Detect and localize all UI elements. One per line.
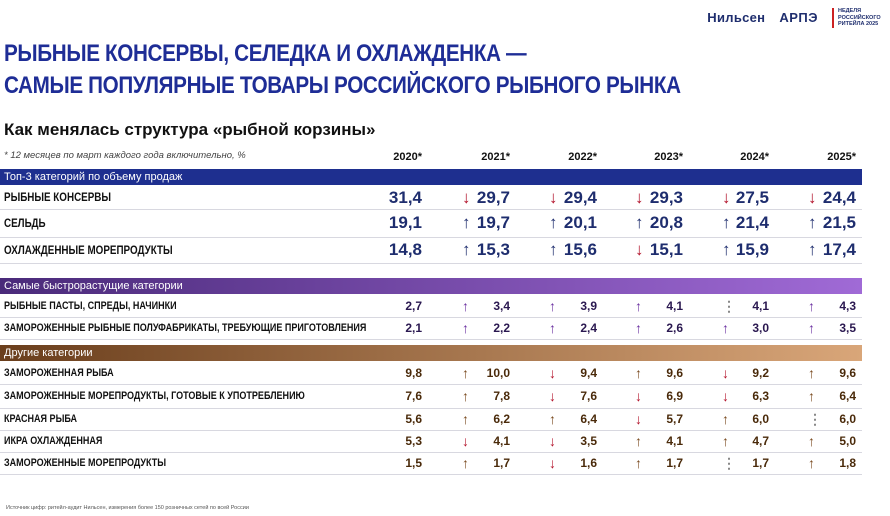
trend-up-icon: ↑ xyxy=(549,213,558,232)
trend-down-icon: ↓ xyxy=(549,433,556,449)
row-label: РЫБНЫЕ КОНСЕРВЫ xyxy=(4,190,112,204)
trend-up-icon: ↑ xyxy=(722,433,729,449)
row-label: ЗАМОРОЖЕННЫЕ МОРЕПРОДУКТЫ, ГОТОВЫЕ К УПОТРЕБЛЕНИЮ xyxy=(4,390,305,402)
trend-up-icon: ↑ xyxy=(808,213,817,232)
value-cell: 29,4 xyxy=(563,188,597,207)
row-label: ОХЛАЖДЕННЫЕ МОРЕПРОДУКТЫ xyxy=(4,243,173,257)
table-row xyxy=(0,317,862,340)
row-label: РЫБНЫЕ ПАСТЫ, СПРЕДЫ, НАЧИНКИ xyxy=(4,300,177,312)
value-cell: 19,1 xyxy=(388,213,422,232)
trend-up-icon: ↑ xyxy=(462,411,469,427)
value-cell: 9,4 xyxy=(580,366,597,380)
trend-down-icon: ↓ xyxy=(722,188,731,207)
value-cell: 4,1 xyxy=(666,299,683,313)
trend-up-icon: ↑ xyxy=(462,365,469,381)
value-cell: 21,4 xyxy=(735,213,769,232)
value-cell: 5,3 xyxy=(405,434,422,448)
trend-flat-icon: ⋮ xyxy=(722,455,736,471)
trend-down-icon: ↓ xyxy=(549,388,556,404)
row-label: ЗАМОРОЖЕННЫЕ РЫБНЫЕ ПОЛУФАБРИКАТЫ, ТРЕБУЮЩИЕ ПРИГОТОВЛЕНИЯ xyxy=(4,322,367,334)
column-header-3: 2022* xyxy=(568,151,597,163)
value-cell: 24,4 xyxy=(822,188,856,207)
group-band: Другие категории xyxy=(0,345,862,361)
value-cell: 6,4 xyxy=(580,412,597,426)
value-cell: 2,4 xyxy=(580,321,597,335)
value-cell: 6,9 xyxy=(666,389,683,403)
trend-down-icon: ↓ xyxy=(808,188,817,207)
value-cell: 17,4 xyxy=(822,240,856,259)
row-label: СЕЛЬДЬ xyxy=(4,216,46,230)
trend-up-icon: ↑ xyxy=(808,365,815,381)
value-cell: 5,6 xyxy=(405,412,422,426)
value-cell: 1,7 xyxy=(666,456,683,470)
value-cell: 14,8 xyxy=(388,240,422,259)
value-cell: 19,7 xyxy=(476,213,510,232)
trend-up-icon: ↑ xyxy=(462,455,469,471)
table-row xyxy=(0,408,862,431)
value-cell: 9,8 xyxy=(405,366,422,380)
title-line-2: САМЫЕ ПОПУЛЯРНЫЕ ТОВАРЫ РОССИЙСКОГО РЫБНОГО РЫНКА xyxy=(4,72,681,99)
period-note: * 12 месяцев по март каждого года включительно, % xyxy=(4,150,246,161)
value-cell: 15,9 xyxy=(735,240,769,259)
trend-up-icon: ↑ xyxy=(722,411,729,427)
trend-up-icon: ↑ xyxy=(462,213,471,232)
group-band: Самые быстрорастущие категории xyxy=(0,278,862,294)
trend-up-icon: ↑ xyxy=(808,388,815,404)
value-cell: 7,6 xyxy=(580,389,597,403)
trend-down-icon: ↓ xyxy=(635,388,642,404)
value-cell: 3,9 xyxy=(580,299,597,313)
value-cell: 2,7 xyxy=(405,299,422,313)
value-cell: 6,0 xyxy=(752,412,769,426)
value-cell: 29,3 xyxy=(649,188,683,207)
trend-up-icon: ↑ xyxy=(808,455,815,471)
trend-flat-icon: ⋮ xyxy=(722,298,736,314)
retail-week-logo: НЕДЕЛЯ РОССИЙСКОГО РИТЕЙЛА 2025 xyxy=(832,8,884,28)
trend-up-icon: ↑ xyxy=(808,298,815,314)
value-cell: 3,0 xyxy=(752,321,769,335)
value-cell: 3,5 xyxy=(580,434,597,448)
row-label: ЗАМОРОЖЕННЫЕ МОРЕПРОДУКТЫ xyxy=(4,457,167,469)
value-cell: 1,7 xyxy=(493,456,510,470)
value-cell: 9,6 xyxy=(839,366,856,380)
trend-up-icon: ↑ xyxy=(722,320,729,336)
trend-up-icon: ↑ xyxy=(722,213,731,232)
trend-up-icon: ↑ xyxy=(635,365,642,381)
row-label: ИКРА ОХЛАЖДЕННАЯ xyxy=(4,435,103,447)
table-row xyxy=(0,430,862,453)
trend-up-icon: ↑ xyxy=(549,298,556,314)
row-label: ЗАМОРОЖЕННАЯ РЫБА xyxy=(4,367,114,379)
trend-up-icon: ↑ xyxy=(549,240,558,259)
column-header-5: 2024* xyxy=(740,151,769,163)
trend-up-icon: ↑ xyxy=(808,433,815,449)
nielsen-logo: Нильсен xyxy=(707,10,766,26)
table-row xyxy=(0,362,862,385)
trend-down-icon: ↓ xyxy=(549,365,556,381)
value-cell: 9,2 xyxy=(752,366,769,380)
table-row xyxy=(0,186,862,210)
trend-down-icon: ↓ xyxy=(635,188,644,207)
trend-up-icon: ↑ xyxy=(549,320,556,336)
column-header-6: 2025* xyxy=(827,151,856,163)
column-header-1: 2020* xyxy=(393,151,422,163)
value-cell: 4,1 xyxy=(493,434,510,448)
value-cell: 1,7 xyxy=(752,456,769,470)
value-cell: 7,6 xyxy=(405,389,422,403)
column-header-2: 2021* xyxy=(481,151,510,163)
trend-up-icon: ↑ xyxy=(462,298,469,314)
value-cell: 15,3 xyxy=(476,240,510,259)
value-cell: 29,7 xyxy=(476,188,510,207)
value-cell: 2,6 xyxy=(666,321,683,335)
value-cell: 5,0 xyxy=(839,434,856,448)
value-cell: 1,5 xyxy=(405,456,422,470)
value-cell: 15,6 xyxy=(563,240,597,259)
trend-down-icon: ↓ xyxy=(462,433,469,449)
trend-up-icon: ↑ xyxy=(635,455,642,471)
table-row xyxy=(0,237,862,264)
value-cell: 1,8 xyxy=(839,456,856,470)
value-cell: 4,1 xyxy=(666,434,683,448)
trend-up-icon: ↑ xyxy=(462,240,471,259)
value-cell: 6,2 xyxy=(493,412,510,426)
trend-down-icon: ↓ xyxy=(635,411,642,427)
trend-up-icon: ↑ xyxy=(808,240,817,259)
trend-down-icon: ↓ xyxy=(722,365,729,381)
value-cell: 20,1 xyxy=(563,213,597,232)
source-note: Источник цифр: ритейл-аудит Нильсен, измерения более 150 розничных сетей по всей России xyxy=(6,505,249,511)
arpe-logo: АРПЭ xyxy=(779,10,818,26)
title-line-1: РЫБНЫЕ КОНСЕРВЫ, СЕЛЕДКА И ОХЛАЖДЕНКА — xyxy=(4,40,527,67)
trend-flat-icon: ⋮ xyxy=(808,411,822,427)
table-subtitle: Как менялась структура «рыбной корзины» xyxy=(4,120,376,139)
value-cell: 4,1 xyxy=(752,299,769,313)
value-cell: 27,5 xyxy=(735,188,769,207)
brand-logos xyxy=(707,8,884,28)
trend-up-icon: ↑ xyxy=(549,411,556,427)
table-row xyxy=(0,452,862,475)
table-row xyxy=(0,209,862,238)
value-cell: 6,0 xyxy=(839,412,856,426)
value-cell: 31,4 xyxy=(388,188,422,207)
value-cell: 15,1 xyxy=(649,240,683,259)
trend-up-icon: ↑ xyxy=(462,388,469,404)
value-cell: 2,1 xyxy=(405,321,422,335)
trend-up-icon: ↑ xyxy=(722,240,731,259)
row-label: КРАСНАЯ РЫБА xyxy=(4,413,78,425)
value-cell: 9,6 xyxy=(666,366,683,380)
trend-down-icon: ↓ xyxy=(722,388,729,404)
value-cell: 1,6 xyxy=(580,456,597,470)
trend-up-icon: ↑ xyxy=(462,320,469,336)
value-cell: 20,8 xyxy=(649,213,683,232)
trend-up-icon: ↑ xyxy=(635,433,642,449)
table-row xyxy=(0,384,862,409)
trend-up-icon: ↑ xyxy=(635,213,644,232)
trend-down-icon: ↓ xyxy=(462,188,471,207)
value-cell: 4,7 xyxy=(752,434,769,448)
value-cell: 6,4 xyxy=(839,389,856,403)
trend-up-icon: ↑ xyxy=(635,320,642,336)
trend-down-icon: ↓ xyxy=(549,455,556,471)
value-cell: 7,8 xyxy=(493,389,510,403)
trend-down-icon: ↓ xyxy=(635,240,644,259)
trend-up-icon: ↑ xyxy=(808,320,815,336)
value-cell: 3,4 xyxy=(493,299,510,313)
value-cell: 6,3 xyxy=(752,389,769,403)
trend-down-icon: ↓ xyxy=(549,188,558,207)
trend-up-icon: ↑ xyxy=(635,298,642,314)
page-title xyxy=(4,38,681,102)
value-cell: 5,7 xyxy=(666,412,683,426)
group-band: Топ-3 категорий по объему продаж xyxy=(0,169,862,185)
value-cell: 2,2 xyxy=(493,321,510,335)
value-cell: 10,0 xyxy=(486,366,510,380)
value-cell: 3,5 xyxy=(839,321,856,335)
column-header-4: 2023* xyxy=(654,151,683,163)
value-cell: 4,3 xyxy=(839,299,856,313)
table-row xyxy=(0,295,862,318)
value-cell: 21,5 xyxy=(822,213,856,232)
